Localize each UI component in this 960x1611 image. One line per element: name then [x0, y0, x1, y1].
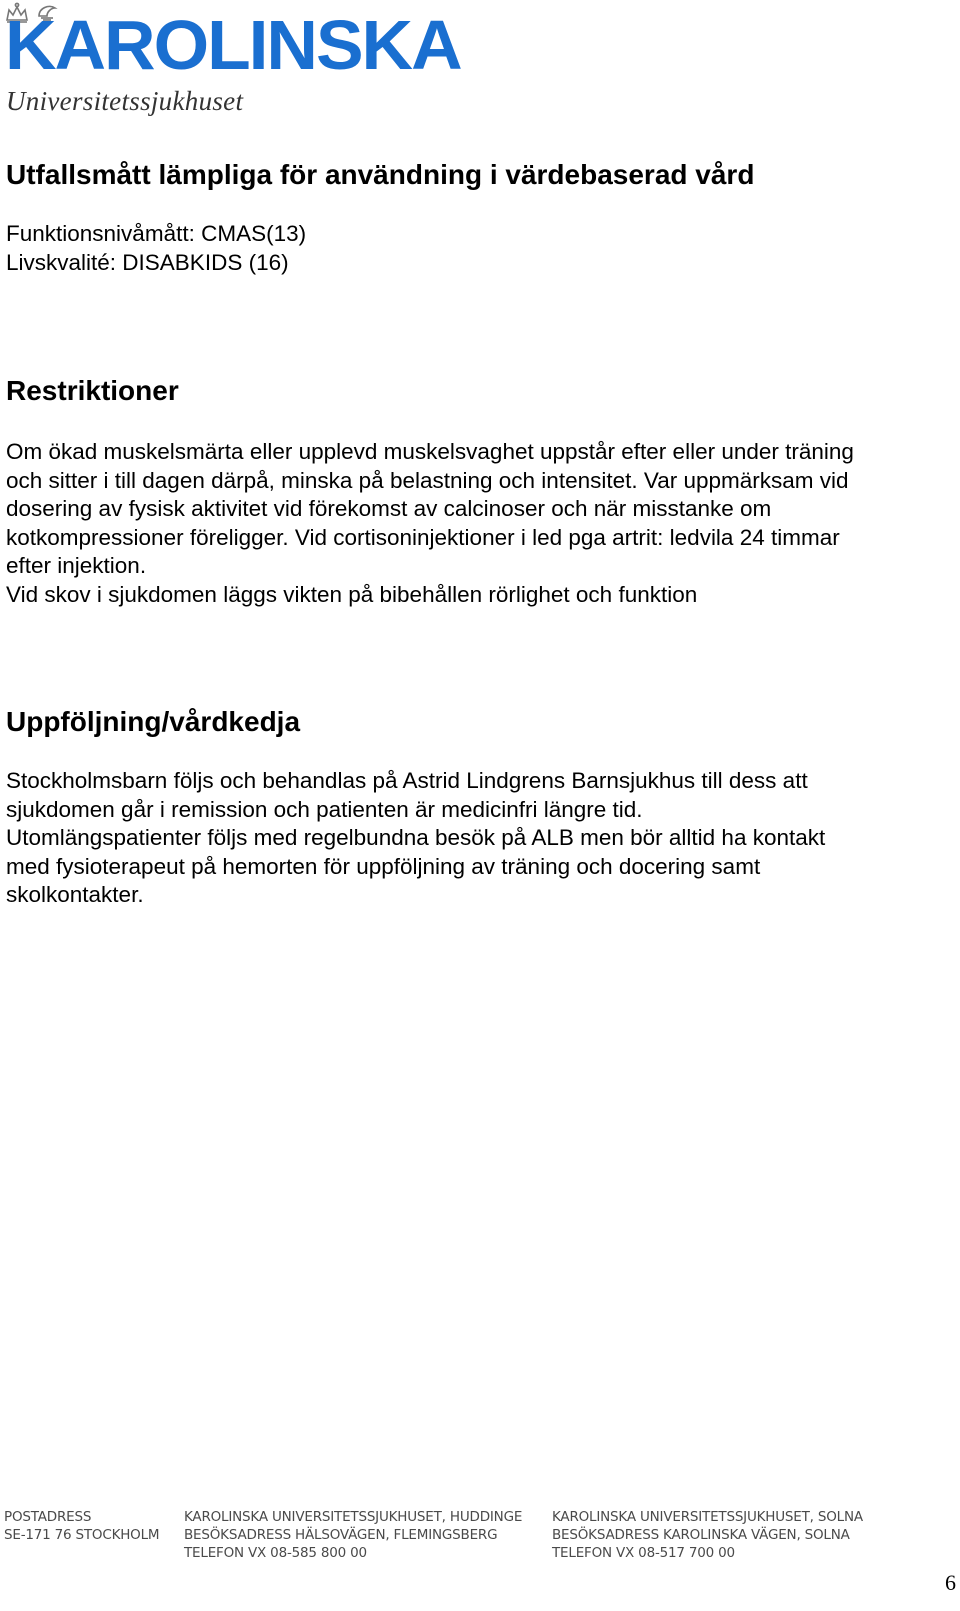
restrictions-line: Vid skov i sjukdomen läggs vikten på bibehållen rörlighet och funktion [6, 581, 698, 607]
followup-line: skolkontakter. [6, 882, 144, 907]
footer-huddinge [184, 1508, 522, 1562]
restrictions-line: och sitter i till dagen därpå, minska på belastning och intensitet. Var uppmärksam vid [6, 467, 849, 493]
footer-postal-address: SE-171 76 STOCKHOLM [4, 1527, 160, 1543]
restrictions-line: efter injektion. [6, 553, 147, 578]
footer-solna [552, 1508, 863, 1562]
footer-solna-name: KAROLINSKA UNIVERSITETSSJUKHUSET, SOLNA [552, 1509, 863, 1525]
restrictions-heading: Restriktioner [6, 375, 179, 406]
outcome-measures [6, 220, 941, 277]
followup-line: Stockholmsbarn följs och behandlas på Astrid Lindgrens Barnsjukhus till dess att [6, 768, 808, 793]
footer-huddinge-name: KAROLINSKA UNIVERSITETSSJUKHUSET, HUDDINGE [184, 1509, 523, 1525]
page-number: 6 [945, 1570, 956, 1595]
followup-line: med fysioterapeut på hemorten för uppföljning av träning och docering samt [6, 853, 761, 879]
restrictions-text [6, 438, 941, 609]
restrictions-line: dosering av fysisk aktivitet vid förekomst av calcinoser och när misstanke om [6, 496, 772, 521]
outcome-line: Livskvalité: DISABKIDS (16) [6, 249, 289, 275]
followup-line: Utomlängspatienter följs med regelbundna besök på ALB men bör alltid ha kontakt [6, 825, 826, 850]
outcomes-heading: Utfallsmått lämpliga för användning i värdebaserad vård [6, 159, 755, 190]
karolinska-logo [5, 2, 505, 122]
footer-postal-label: POSTADRESS [4, 1509, 92, 1525]
footer-solna-visit: BESÖKSADRESS KAROLINSKA VÄGEN, SOLNA [552, 1527, 850, 1543]
footer-solna-phone: TELEFON VX 08-517 700 00 [552, 1545, 735, 1561]
followup-text [6, 767, 941, 910]
logo-wordmark: KAROLINSKA [5, 6, 461, 84]
footer-huddinge-phone: TELEFON VX 08-585 800 00 [184, 1545, 367, 1561]
outcome-line: Funktionsnivåmått: CMAS(13) [6, 221, 307, 246]
restrictions-line: Om ökad muskelsmärta eller upplevd muskelsvaghet uppstår efter eller under träning [6, 439, 854, 464]
followup-line: sjukdomen går i remission och patienten är medicinfri längre tid. [6, 796, 643, 822]
footer-huddinge-visit: BESÖKSADRESS HÄLSOVÄGEN, FLEMINGSBERG [184, 1527, 498, 1543]
logo-subtitle: Universitetssjukhuset [6, 86, 244, 116]
restrictions-line: kotkompressioner föreligger. Vid cortisoninjektioner i led pga artrit: ledvila 24 timmar [6, 524, 840, 550]
footer-postal [4, 1508, 159, 1544]
followup-heading: Uppföljning/vårdkedja [6, 706, 301, 737]
page-footer [0, 1508, 960, 1611]
